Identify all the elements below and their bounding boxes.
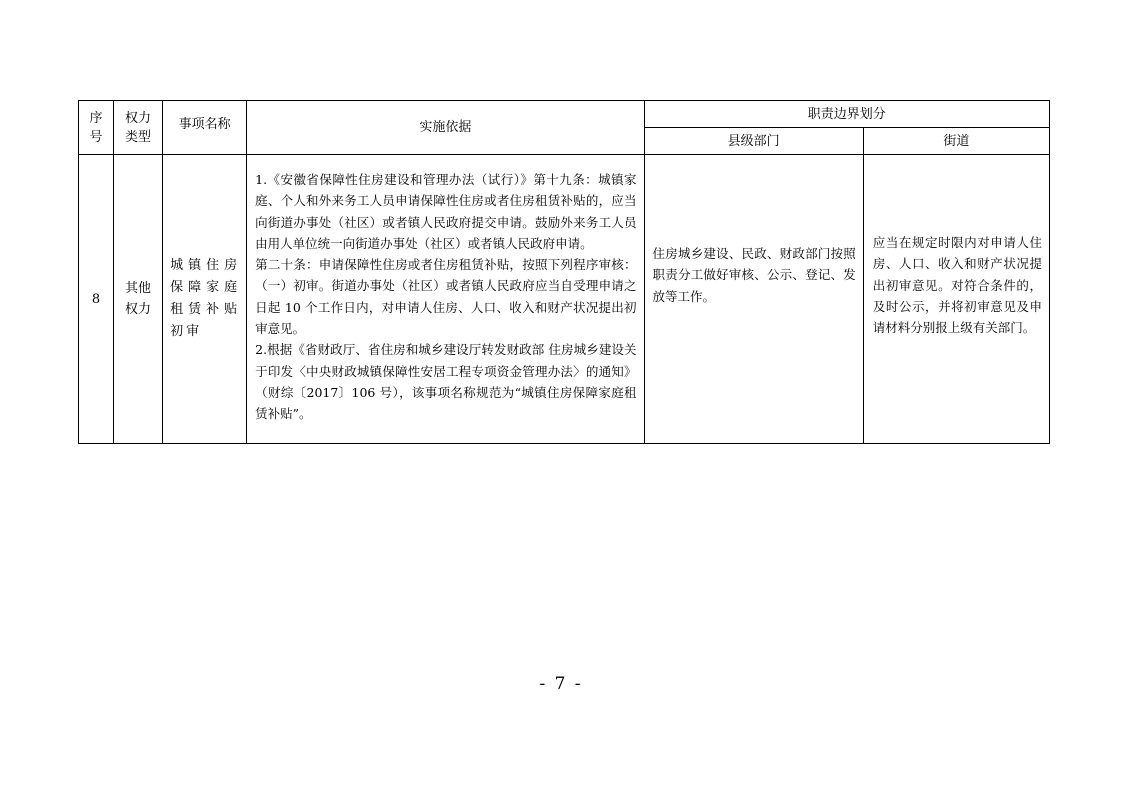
header-street: 街道 [863, 128, 1049, 155]
header-item-name: 事项名称 [163, 101, 247, 155]
cell-basis [247, 155, 644, 444]
table-row [79, 155, 1050, 444]
page-number: - 7 - [539, 674, 583, 694]
header-basis: 实施依据 [247, 101, 644, 155]
cell-seq: 8 [79, 155, 114, 444]
cell-power-type: 其他权力 [114, 155, 163, 444]
cell-street: 应当在规定时限内对申请人住房、人口、收入和财产状况提出初审意见。对符合条件的，及时公示，并将初审意见及申请材料分别报上级有关部门。 [863, 155, 1049, 444]
basis-paragraph-3: 2.根据《省财政厅、省住房和城乡建设厅转发财政部 住房城乡建设关于印发〈中央财政城镇保障性安居工程专项资金管理办法〉的通知》（财综〔2017〕106 号），该事项名称规范为“城镇住房保障家庭租赁补贴”。 [255, 342, 637, 422]
responsibility-table [78, 100, 1050, 444]
cell-county: 住房城乡建设、民政、财政部门按照职责分工做好审核、公示、登记、发放等工作。 [644, 155, 863, 444]
header-boundary: 职责边界划分 [644, 101, 1049, 128]
basis-paragraph-1: 1.《安徽省保障性住房建设和管理办法（试行）》第十九条：城镇家庭、个人和外来务工人员申请保障性住房或者住房租赁补贴的，应当向街道办事处（社区）或者镇人民政府提交申请。鼓励外来务工人员由用人单位统一向街道办事处（社区）或者镇人民政府申请。 [255, 172, 637, 251]
header-power-type: 权力类型 [114, 101, 163, 155]
header-county: 县级部门 [644, 128, 863, 155]
basis-paragraph-2: 第二十条：申请保障性住房或者住房租赁补贴，按照下列程序审核：（一）初审。街道办事处（社区）或者镇人民政府应当自受理申请之日起 10 个工作日内，对申请人住房、人口、收入和财产状况提出初审意见。 [255, 257, 637, 337]
header-seq: 序号 [79, 101, 114, 155]
cell-item-name: 城镇住房保障家庭租赁补贴初审 [163, 155, 247, 444]
